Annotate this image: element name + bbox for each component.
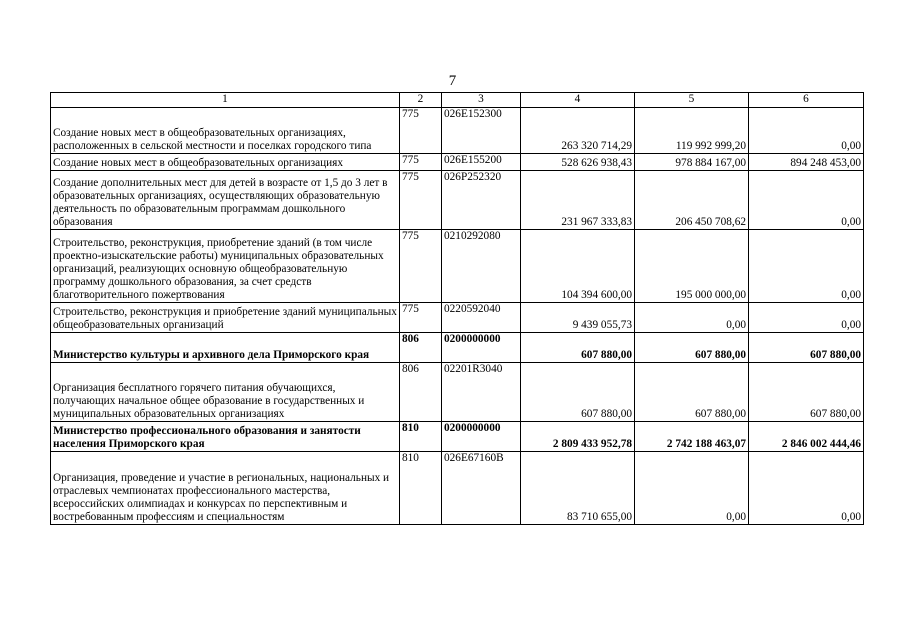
amount-col5: 0,00 [635,303,749,333]
amount-col4: 528 626 938,43 [521,154,635,171]
column-header: 3 [442,93,521,108]
ministry-name: Министерство профессионального образования и занятости населения Приморского края [51,422,400,452]
amount-col4: 607 880,00 [521,363,635,422]
department-code: 806 [400,333,442,363]
table-row [51,363,864,422]
amount-col6: 0,00 [749,303,864,333]
amount-col4: 83 710 655,00 [521,452,635,525]
table-row-ministry [51,333,864,363]
column-header: 2 [400,93,442,108]
amount-col6: 2 846 002 444,46 [749,422,864,452]
item-name: Создание новых мест в общеобразовательных организациях [51,154,400,171]
amount-col6: 894 248 453,00 [749,154,864,171]
amount-col5: 195 000 000,00 [635,230,749,303]
target-code: 0200000000 [442,422,521,452]
amount-col6: 0,00 [749,108,864,154]
item-name: Организация, проведение и участие в региональных, национальных и отраслевых чемпионатах профессионального мастерства, всероссийских олимпиадах и конкурсах по перспективным и востребованным профессиям и специальностям [51,452,400,525]
item-name: Создание новых мест в общеобразовательных организациях, расположенных в сельской местности и поселках городского типа [51,108,400,154]
table-header-row [51,93,864,108]
amount-col4: 2 809 433 952,78 [521,422,635,452]
amount-col5: 607 880,00 [635,333,749,363]
amount-col4: 607 880,00 [521,333,635,363]
item-name: Строительство, реконструкция и приобретение зданий муниципальных общеобразовательных организаций [51,303,400,333]
item-name: Организация бесплатного горячего питания обучающихся, получающих начальное общее образование в государственных и муниципальных образовательных организациях [51,363,400,422]
ministry-name: Министерство культуры и архивного дела Приморского края [51,333,400,363]
department-code: 775 [400,303,442,333]
department-code: 775 [400,154,442,171]
column-header: 4 [521,93,635,108]
target-code: 0200000000 [442,333,521,363]
column-header: 6 [749,93,864,108]
amount-col5: 206 450 708,62 [635,171,749,230]
item-name: Строительство, реконструкция, приобретение зданий (в том числе проектно-изыскательские работы) муниципальных образовательных организаций, реализующих основную общеобразовательную программу дошкольного образования, за счет средств благотворительного пожертвования [51,230,400,303]
column-header: 5 [635,93,749,108]
table-row [51,154,864,171]
target-code: 026E155200 [442,154,521,171]
page-number: 7 [448,73,457,89]
amount-col5: 119 992 999,20 [635,108,749,154]
amount-col6: 607 880,00 [749,333,864,363]
table-row [51,230,864,303]
target-code: 02201R3040 [442,363,521,422]
table-row [51,108,864,154]
department-code: 775 [400,230,442,303]
target-code: 0210292080 [442,230,521,303]
amount-col5: 607 880,00 [635,363,749,422]
target-code: 026E67160B [442,452,521,525]
department-code: 810 [400,452,442,525]
target-code: 026E152300 [442,108,521,154]
department-code: 806 [400,363,442,422]
amount-col4: 231 967 333,83 [521,171,635,230]
amount-col4: 9 439 055,73 [521,303,635,333]
table-row [51,303,864,333]
column-header: 1 [51,93,400,108]
target-code: 026P252320 [442,171,521,230]
item-name: Создание дополнительных мест для детей в возрасте от 1,5 до 3 лет в образовательных организациях, осуществляющих образовательную деятельность по образовательным программам дошкольного образования [51,171,400,230]
amount-col4: 263 320 714,29 [521,108,635,154]
department-code: 775 [400,108,442,154]
department-code: 775 [400,171,442,230]
table-row-ministry [51,422,864,452]
amount-col6: 0,00 [749,230,864,303]
amount-col4: 104 394 600,00 [521,230,635,303]
target-code: 0220592040 [442,303,521,333]
amount-col5: 0,00 [635,452,749,525]
amount-col6: 0,00 [749,171,864,230]
amount-col5: 978 884 167,00 [635,154,749,171]
amount-col6: 607 880,00 [749,363,864,422]
amount-col5: 2 742 188 463,07 [635,422,749,452]
table-row [51,171,864,230]
department-code: 810 [400,422,442,452]
amount-col6: 0,00 [749,452,864,525]
budget-table [50,92,864,525]
table-row [51,452,864,525]
